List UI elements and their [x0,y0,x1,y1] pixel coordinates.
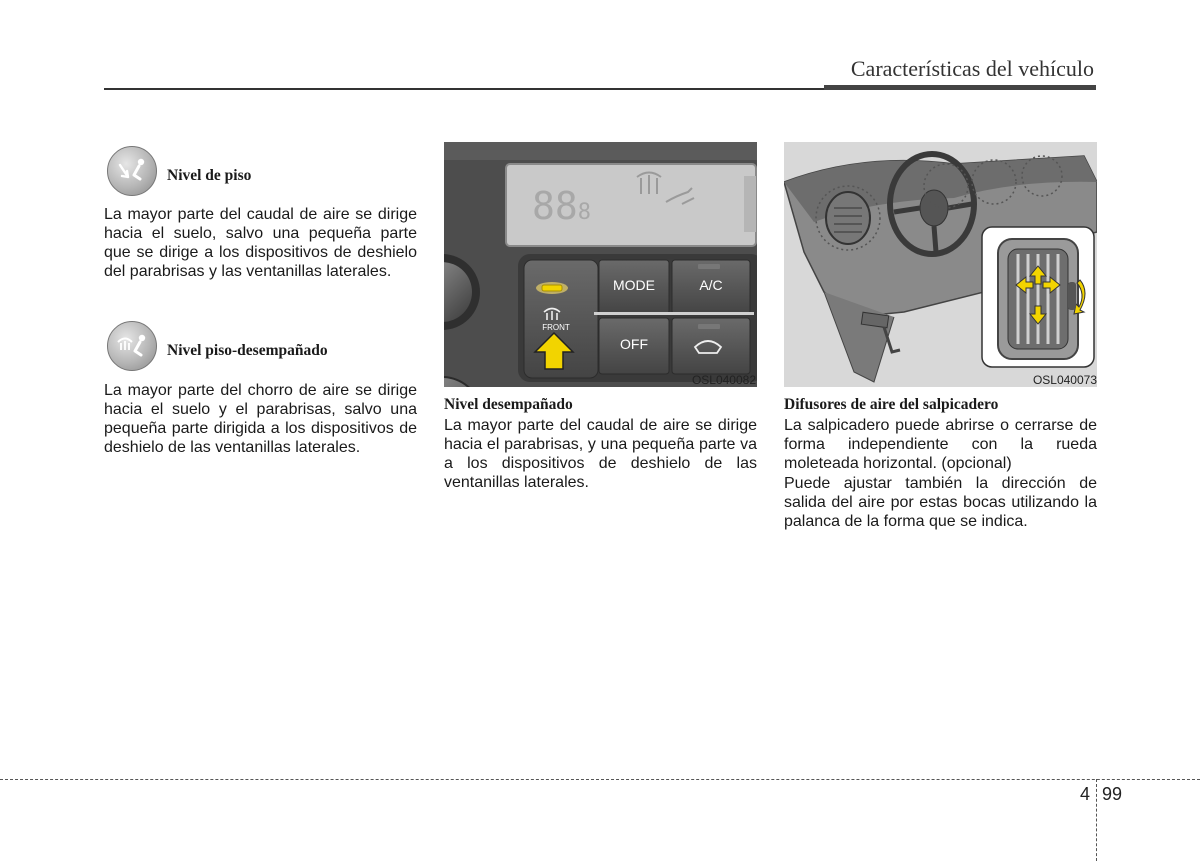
ac-button: A/C [699,277,723,293]
off-button: OFF [620,336,648,352]
page-number: 99 [1102,784,1123,804]
running-header: Características del vehículo [850,56,1094,81]
lcd-temperature-display [532,186,591,233]
header-rule-accent [824,85,1096,90]
floor-defrost-mode-icon [107,321,157,371]
paragraph-vents-open-close: La salpicadero puede abrirse o cerrarse de forma independiente con la rueda moleteada horizontal. (opcional) [784,417,1097,472]
lcd-main-digits: 88 [532,184,578,228]
section-heading-floor-defrost: Nivel piso-desempañado [167,342,328,359]
paragraph-floor-defrost: La mayor parte del chorro de aire se dirige hacia el suelo y el parabrisas, salvo una pequeña parte dirigida a los dispositivos de deshielo de las ventanillas laterales. [104,382,417,456]
paragraph-floor: La mayor parte del caudal de aire se dirige hacia el suelo, salvo una pequeña parte que se dirige a los dispositivos de deshielo del parabrisas y las ventanillas laterales. [104,206,417,280]
footer-rule [0,779,1200,780]
figure-code-climate: OSL040082 [691,373,756,387]
footer-divider [1096,779,1097,861]
paragraph-vents-direction: Puede ajustar también la dirección de salida del aire por estas bocas utilizando la palanca de la forma que se indica. [784,475,1097,530]
front-defrost-label: FRONT [542,323,570,332]
section-heading-defrost: Nivel desempañado [444,396,573,413]
mode-button: MODE [613,277,655,293]
floor-mode-icon [107,146,157,196]
dashboard-vents-figure [784,142,1097,387]
section-heading-floor: Nivel de piso [167,167,252,184]
paragraph-defrost: La mayor parte del caudal de aire se dirige hacia el parabrisas, y una pequeña parte va a los dispositivos de deshielo de las ventanillas laterales. [444,417,757,491]
figure-code-vents: OSL040073 [1032,373,1097,387]
chapter-number: 4 [1079,784,1090,804]
climate-panel-figure [444,142,757,387]
section-heading-vents: Difusores de aire del salpicadero [784,396,999,413]
lcd-small-digit: 8 [577,200,592,225]
